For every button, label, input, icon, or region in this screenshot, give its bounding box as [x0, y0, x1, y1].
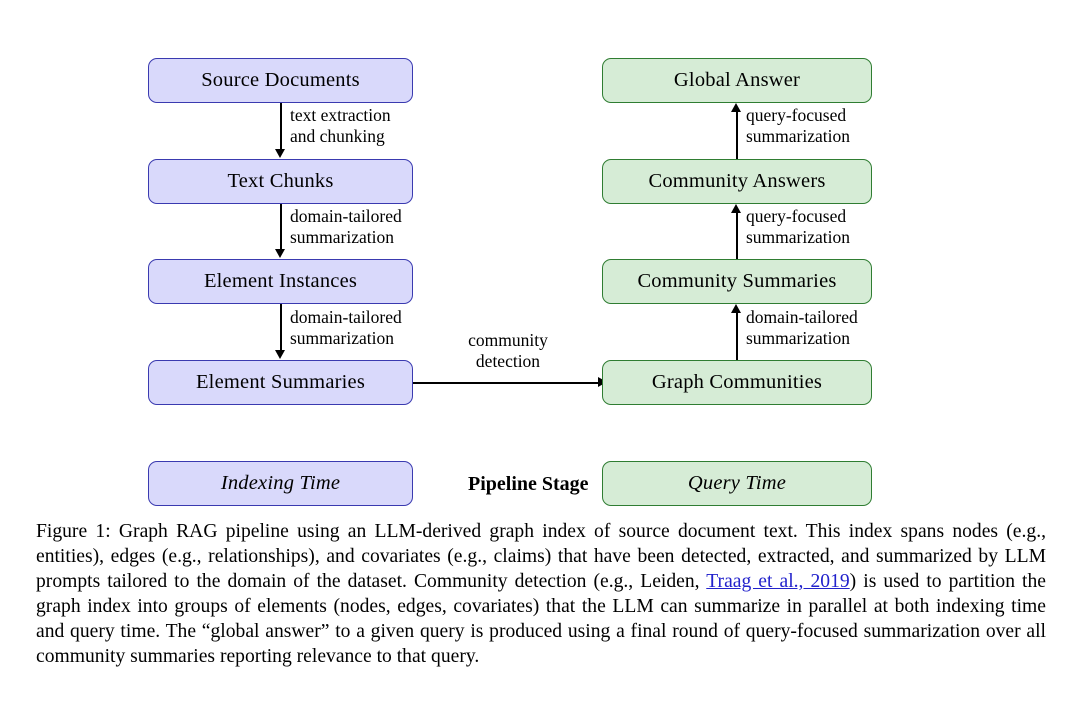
arrow-instances-to-summaries-head: [275, 350, 285, 359]
arrow-answers-to-global-head: [731, 103, 741, 112]
arrow-communities-to-summaries-line: [736, 313, 738, 360]
arrow-answers-to-global-line: [736, 112, 738, 159]
node-community-summaries: [602, 259, 872, 304]
edge-label-community-detection-line2: detection: [475, 351, 541, 372]
edge-label-text-extraction-line1: text extraction: [290, 105, 391, 125]
edge-label-domain-tailored-1: [290, 206, 402, 249]
edge-label-text-extraction: [290, 105, 391, 148]
legend-indexing-time: [148, 461, 413, 506]
edge-label-community-detection: [448, 330, 568, 373]
edge-label-domain-tailored-3: [746, 307, 858, 350]
edge-label-query-focused-1-line1: query-focused: [746, 206, 847, 226]
edge-label-domain-tailored-2: [290, 307, 402, 350]
arrow-summaries-to-answers-head: [731, 204, 741, 213]
legend-pipeline-stage: Pipeline Stage: [468, 473, 589, 495]
node-element-instances: [148, 259, 413, 304]
arrow-source-to-chunks-head: [275, 149, 285, 158]
arrow-instances-to-summaries-line: [280, 304, 282, 351]
arrow-communities-to-summaries-head: [731, 304, 741, 313]
arrow-chunks-to-instances-line: [280, 204, 282, 250]
legend-query-time: [602, 461, 872, 506]
edge-label-query-focused-1: [746, 206, 850, 249]
edge-label-domain-tailored-3-line1: domain-tailored: [746, 307, 858, 327]
arrow-chunks-to-instances-head: [275, 249, 285, 258]
caption-part-2: ) is used to partition the graph index into groups of elements (nodes, edges, covariates) that the LLM can summarize in parallel at both indexing time and query time. The “global answer” to a given query is produced using a final round of query-focused summarization over all community summaries reporting relevance to that query.: [36, 571, 1046, 668]
caption-citation-link[interactable]: Traag et al., 2019: [706, 571, 850, 593]
figure-caption: [36, 519, 1046, 669]
legend-indexing-time-label: Indexing Time: [220, 472, 341, 494]
node-element-summaries-label: Element Summaries: [195, 371, 366, 393]
node-source-documents: [148, 58, 413, 103]
edge-label-domain-tailored-2-line2: summarization: [290, 328, 395, 349]
node-graph-communities: [602, 360, 872, 405]
node-global-answer: [602, 58, 872, 103]
arrow-source-to-chunks-line: [280, 103, 282, 150]
node-element-summaries: [148, 360, 413, 405]
edge-label-community-detection-line1: community: [468, 330, 548, 350]
edge-label-text-extraction-line2: and chunking: [290, 126, 385, 147]
node-element-instances-label: Element Instances: [203, 270, 358, 292]
node-source-documents-label: Source Documents: [201, 69, 360, 91]
node-community-summaries-label: Community Summaries: [637, 270, 837, 292]
node-global-answer-label: Global Answer: [673, 69, 801, 91]
arrow-summaries-to-answers-line: [736, 213, 738, 259]
caption-part-1: Figure 1: Graph RAG pipeline using an LLM-derived graph index of source document text. This index spans nodes (e.g., entities), edges (e.g., relationships), and covariates (e.g., claims) that have been detected, extracted, and summarized by LLM prompts tailored to the domain of the dataset. Community detection (e.g., Leiden,: [36, 521, 1046, 593]
edge-label-query-focused-1-line2: summarization: [746, 227, 851, 248]
node-community-answers-label: Community Answers: [648, 170, 826, 192]
node-graph-communities-label: Graph Communities: [651, 371, 823, 393]
edge-label-domain-tailored-1-line2: summarization: [290, 227, 395, 248]
edge-label-domain-tailored-3-line2: summarization: [746, 328, 851, 349]
node-community-answers: [602, 159, 872, 204]
edge-label-domain-tailored-2-line1: domain-tailored: [290, 307, 402, 327]
edge-label-query-focused-2-line2: summarization: [746, 126, 851, 147]
node-text-chunks: [148, 159, 413, 204]
node-text-chunks-label: Text Chunks: [227, 170, 334, 192]
arrow-element-summaries-to-communities-line: [413, 382, 601, 384]
edge-label-query-focused-2: [746, 105, 850, 148]
edge-label-domain-tailored-1-line1: domain-tailored: [290, 206, 402, 226]
edge-label-query-focused-2-line1: query-focused: [746, 105, 847, 125]
legend-query-time-label: Query Time: [687, 472, 787, 494]
